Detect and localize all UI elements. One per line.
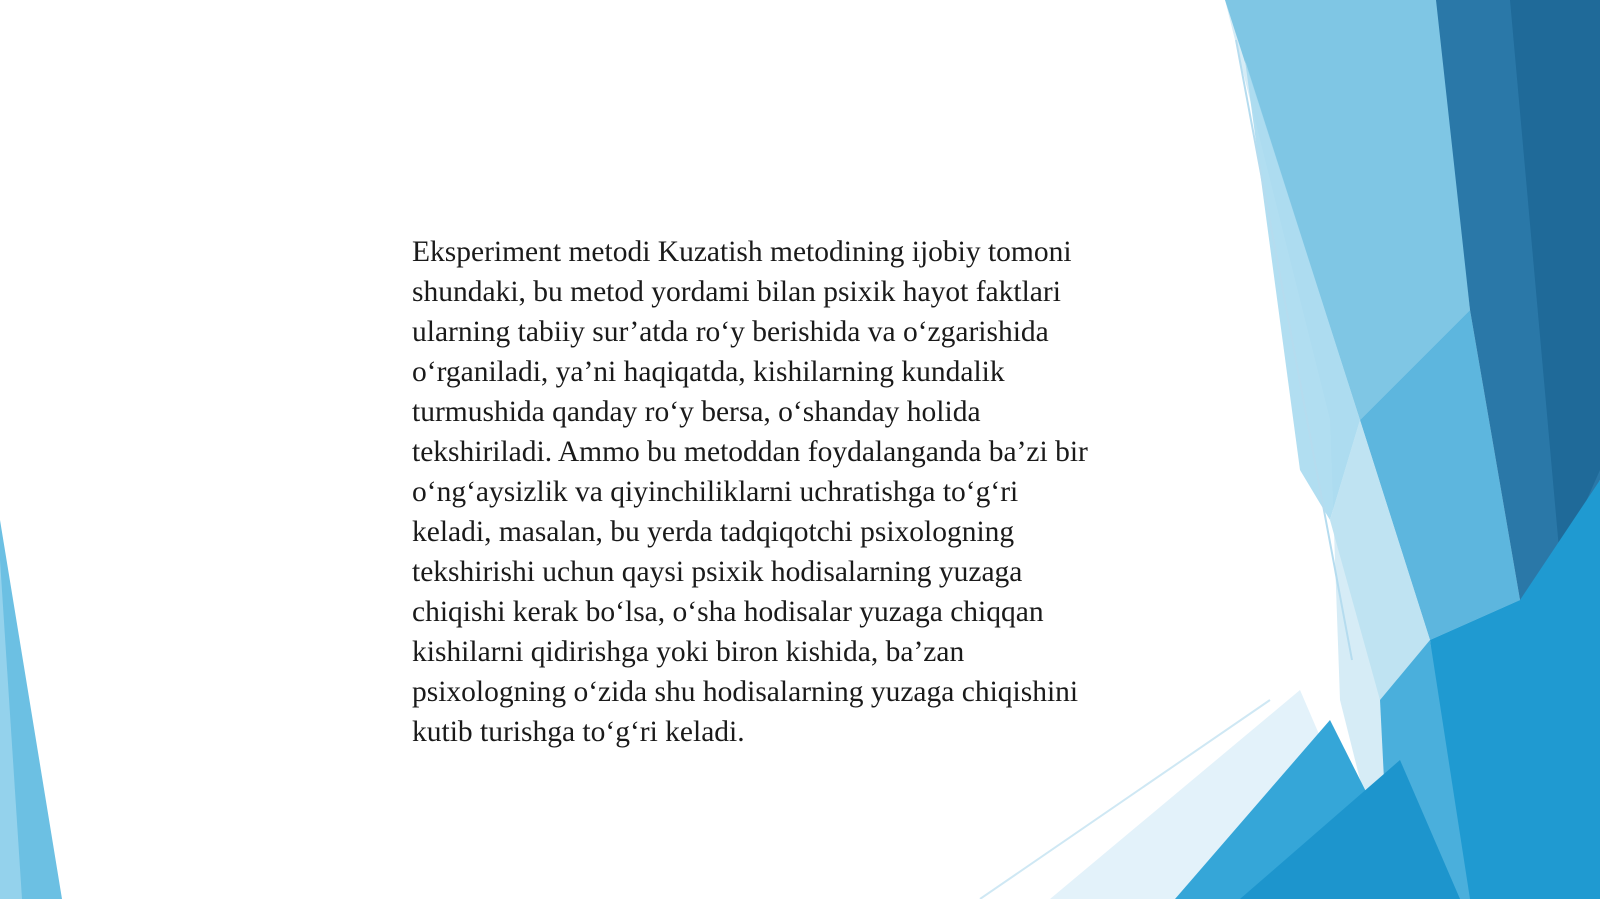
- slide-body-text: [412, 232, 1182, 752]
- body-line: kishilarni qidirishga yoki biron kishida, ba’zan: [412, 636, 965, 668]
- body-line: psixologning o‘zida shu hodisalarning yuzaga chiqishini: [412, 676, 1079, 708]
- body-line: tekshirishi uchun qaysi psixik hodisalarning yuzaga: [412, 556, 1023, 588]
- body-line: shundaki, bu metod yordami bilan psixik hayot faktlari: [412, 276, 1061, 308]
- body-line: Eksperiment metodi Kuzatish metodining ijobiy tomoni: [412, 236, 1072, 268]
- body-line: turmushida qanday ro‘y bersa, o‘shanday holida: [412, 396, 981, 428]
- body-line: chiqishi kerak bo‘lsa, o‘sha hodisalar yuzaga chiqqan: [412, 596, 1044, 628]
- body-line: o‘rganiladi, ya’ni haqiqatda, kishilarning kundalik: [412, 356, 1005, 388]
- body-line: keladi, masalan, bu yerda tadqiqotchi psixologning: [412, 516, 1015, 548]
- body-line: ularning tabiiy sur’atda ro‘y berishida va o‘zgarishida: [412, 316, 1049, 348]
- body-line: kutib turishga to‘g‘ri keladi.: [412, 716, 745, 748]
- body-line: tekshiriladi. Ammo bu metoddan foydalanganda ba’zi bir: [412, 436, 1088, 468]
- body-line: o‘ng‘aysizlik va qiyinchiliklarni uchratishga to‘g‘ri: [412, 476, 1019, 508]
